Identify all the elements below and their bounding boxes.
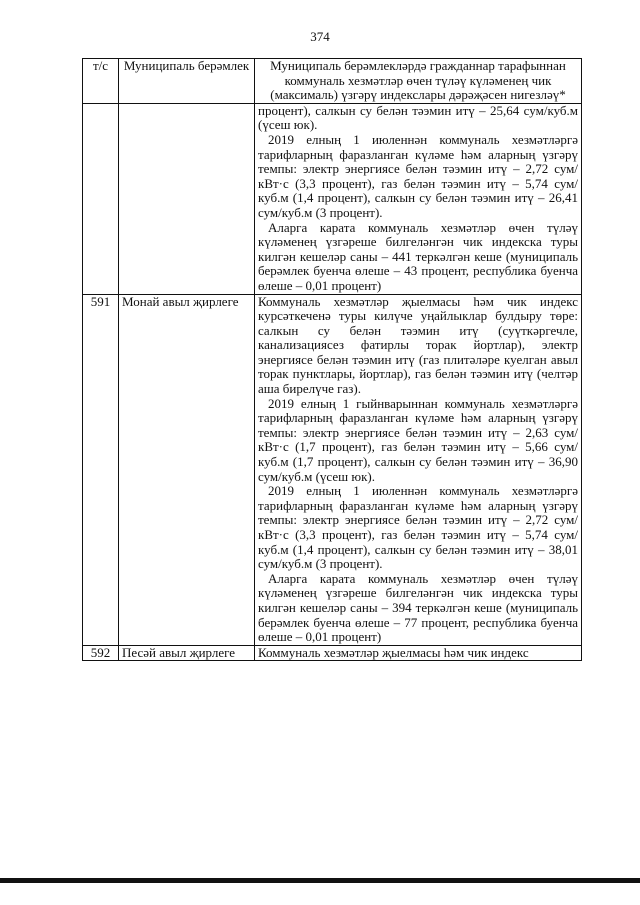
row-paragraph: 2019 елның 1 июленнән коммуналь хезмәтләргә тарифларның фаразланган күләме һәм аларның үзгәрү темпы: электр энергиясе белән тәэмин итү – 2,72 сум/кВт·с (3,3 процент), газ белән тәэмин итү – 5,74 сум/куб.м (1,4 процент), салкын су белән тәэмин итү – 26,41 сум/куб.м (3 процент).: [258, 131, 578, 220]
row-paragraph: Коммуналь хезмәтләр җыелмасы һәм чик индекс курсәткеченә туры килүче уңайлыклар булдыру төре: салкын су белән тәэмин итү (суүткәргечле, канализациясез фатирлы торак йортлар), электр энергиясе белән тәэмин итү (газ плитәләре куелган авыл торак пунктлары, йортлар), газ белән тәэмин итү (челтәр аша бирелүче газ).: [258, 293, 578, 397]
row-municipality: [119, 103, 255, 294]
row-number: 591: [83, 294, 119, 645]
row-paragraph: Коммуналь хезмәтләр җыелмасы һәм чик индекс: [258, 644, 529, 660]
row-justification: [255, 645, 582, 661]
row-justification: [255, 103, 582, 294]
header-municipality: Муниципаль берәмлек: [119, 59, 255, 104]
row-number: [83, 103, 119, 294]
row-paragraph: 2019 елның 1 июленнән коммуналь хезмәтләргә тарифларның фаразланган күләме һәм аларның үзгәрү темпы: электр энергиясе белән тәэмин итү – 2,72 сум/кВт·с (3,3 процент), газ белән тәэмин итү – 5,74 сум/куб.м (1,4 процент), салкын су белән тәэмин итү – 38,01 сум/куб.м (3 процент).: [258, 483, 578, 572]
page-number: 374: [310, 29, 330, 44]
row-number: 592: [83, 645, 119, 661]
row-paragraph: Аларга карата коммуналь хезмәтләр өчен түләү күләменең үзгәреше билгеләнгән чик индекска туры килгән кешеләр саны – 394 теркәлгән кеше (муниципаль берәмлек буенча өлеше – 77 процент, республика буенча өлеше – 0,01 процент): [258, 570, 578, 645]
row-justification: [255, 294, 582, 645]
row-municipality: Монай авыл җирлеге: [119, 294, 255, 645]
table-header-row: [83, 59, 582, 104]
row-paragraph: 2019 елның 1 гыйнварыннан коммуналь хезмәтләргә тарифларның фаразланган күләме һәм аларның үзгәрү темпы: электр энергиясе белән тәэмин итү – 2,63 сум/кВт·с (1,7 процент), газ белән тәэмин итү – 5,66 сум/куб.м (1,7 процент), салкын су белән тәэмин итү – 36,90 сум/куб.м (үсеш юк).: [258, 395, 578, 484]
tariff-table: [82, 58, 582, 661]
table-row: [83, 645, 582, 661]
scan-edge-bar: [0, 878, 640, 883]
row-paragraph: Аларга карата коммуналь хезмәтләр өчен түләү күләменең үзгәреше билгеләнгән чик индекска туры килгән кешеләр саны – 441 теркәлгән кеше (муниципаль берәмлек буенча өлеше – 43 процент, республика буенча өлеше – 0,01 процент): [258, 219, 578, 293]
row-municipality: Песәй авыл җирлеге: [119, 645, 255, 661]
table-row: [83, 103, 582, 294]
row-paragraph: процент), салкын су белән тәэмин итү – 25,64 сум/куб.м (үсеш юк).: [258, 102, 578, 133]
table-row: [83, 294, 582, 645]
header-number: т/с: [83, 59, 119, 104]
header-justification: Муниципаль берәмлекләрдә гражданнар тарафыннан коммуналь хезмәтләр өчен түләү күләменең чик (максималь) үзгәрү индекслары дәрәҗәсен нигезләү*: [255, 59, 582, 104]
